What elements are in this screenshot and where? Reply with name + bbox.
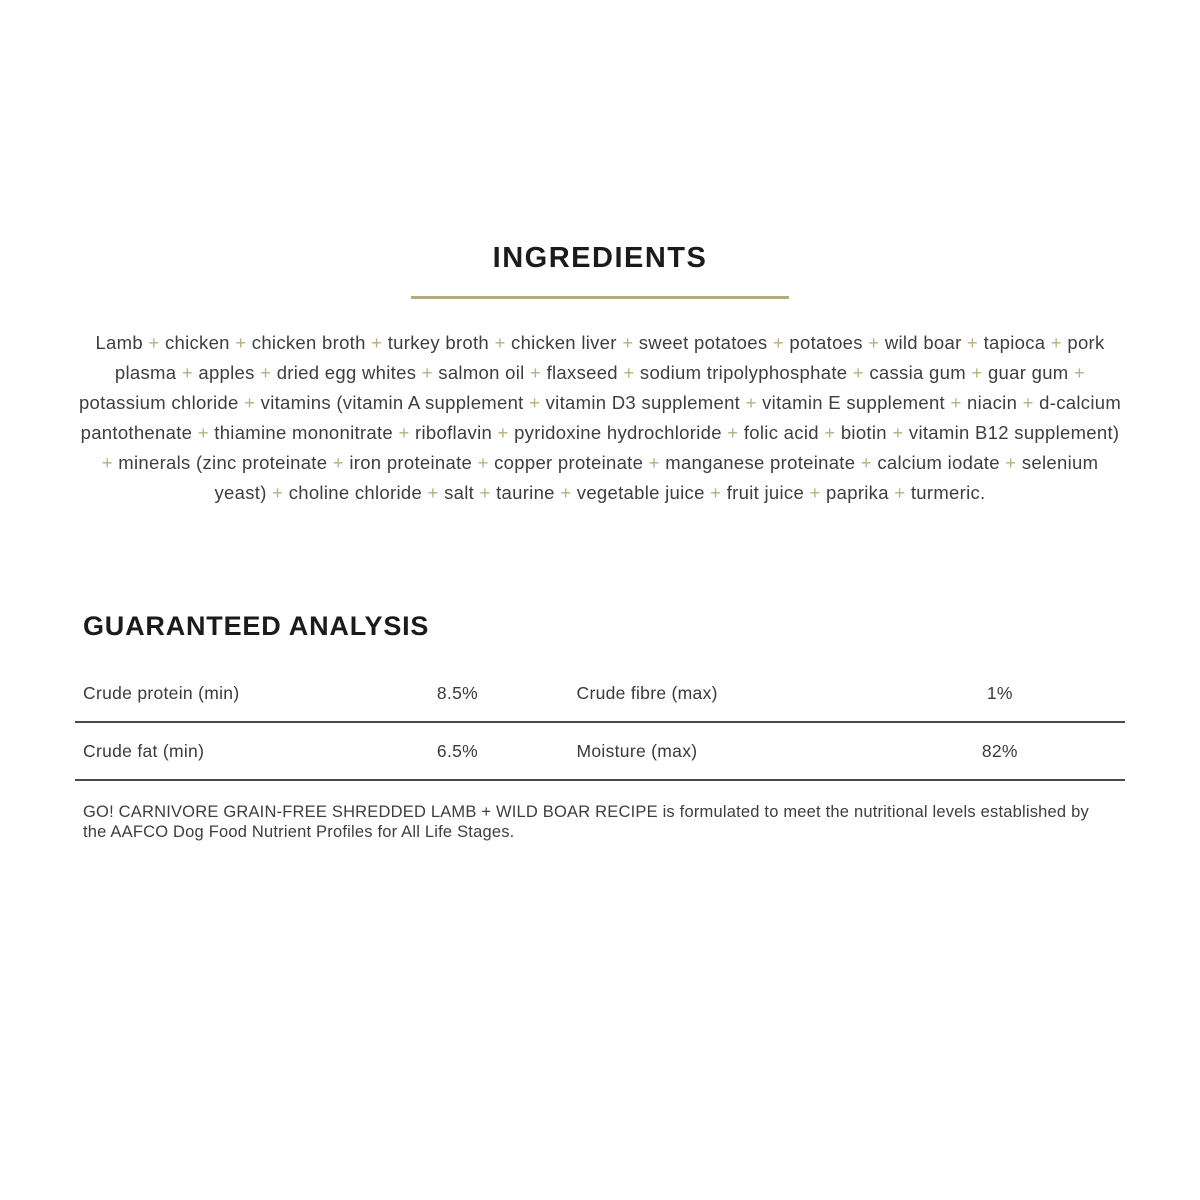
- plus-separator: +: [477, 452, 489, 473]
- guaranteed-analysis-section: [75, 611, 1125, 842]
- ingredient-item: salt: [444, 482, 475, 503]
- plus-separator: +: [967, 332, 979, 353]
- plus-separator: +: [427, 482, 439, 503]
- analysis-cell: [75, 683, 569, 704]
- ingredient-item: turmeric.: [910, 482, 986, 503]
- plus-separator: +: [530, 362, 542, 383]
- ingredient-item: flaxseed: [546, 362, 618, 383]
- plus-separator: +: [244, 392, 256, 413]
- plus-separator: +: [860, 452, 872, 473]
- ingredient-item: minerals (zinc proteinate: [118, 452, 328, 473]
- plus-separator: +: [197, 422, 209, 443]
- ingredients-title: INGREDIENTS: [492, 242, 708, 274]
- analysis-value: 6.5%: [436, 740, 479, 761]
- guaranteed-analysis-title: GUARANTEED ANALYSIS: [83, 611, 430, 641]
- ingredient-item: folic acid: [743, 422, 819, 443]
- ingredient-item: vitamin D3 supplement: [545, 392, 741, 413]
- ingredient-item: Lamb: [95, 332, 143, 353]
- plus-separator: +: [1073, 362, 1086, 383]
- ingredient-item: chicken: [164, 332, 230, 353]
- ingredient-item: dried egg whites: [276, 362, 417, 383]
- analysis-cell: [75, 741, 569, 762]
- plus-separator: +: [868, 332, 880, 353]
- plus-separator: +: [272, 482, 284, 503]
- ingredient-item: paprika: [826, 482, 889, 503]
- ingredient-item: biotin: [840, 422, 887, 443]
- plus-separator: +: [371, 332, 383, 353]
- analysis-label: Crude fibre (max): [576, 682, 718, 703]
- analysis-cell: [569, 683, 1126, 704]
- ingredient-item: selenium yeast): [214, 452, 1099, 503]
- analysis-label: Moisture (max): [576, 740, 698, 761]
- ingredient-item: potatoes: [789, 332, 863, 353]
- plus-separator: +: [971, 362, 983, 383]
- plus-separator: +: [235, 332, 247, 353]
- aafco-note: GO! CARNIVORE GRAIN-FREE SHREDDED LAMB + WILD BOAR RECIPE is formulated to meet the nutritional levels established by the AAFCO Dog Food Nutrient Profiles for All Life Stages.: [83, 803, 1089, 841]
- plus-separator: +: [772, 332, 784, 353]
- plus-separator: +: [529, 392, 541, 413]
- ingredient-item: thiamine mononitrate: [214, 422, 394, 443]
- plus-separator: +: [260, 362, 272, 383]
- title-underline-rule: [411, 296, 789, 299]
- plus-separator: +: [727, 422, 739, 443]
- plus-separator: +: [494, 332, 506, 353]
- ingredient-item: wild boar: [884, 332, 962, 353]
- ingredient-item: tapioca: [983, 332, 1046, 353]
- ingredient-item: copper proteinate: [494, 452, 644, 473]
- ingredient-item: vitamins (vitamin A supplement: [260, 392, 524, 413]
- plus-separator: +: [332, 452, 344, 473]
- analysis-value: 1%: [986, 682, 1013, 703]
- ingredient-item: guar gum: [987, 362, 1069, 383]
- analysis-label: Crude fat (min): [83, 740, 205, 761]
- plus-separator: +: [560, 482, 572, 503]
- plus-separator: +: [1005, 452, 1017, 473]
- analysis-label: Crude protein (min): [83, 682, 240, 703]
- ingredient-item: pyridoxine hydrochloride: [514, 422, 722, 443]
- plus-separator: +: [745, 392, 757, 413]
- ingredient-item: vitamin B12 supplement): [908, 422, 1120, 443]
- analysis-row: [75, 665, 1125, 723]
- plus-separator: +: [892, 422, 904, 443]
- ingredient-item: sweet potatoes: [638, 332, 768, 353]
- analysis-table: [75, 665, 1125, 781]
- plus-separator: +: [710, 482, 722, 503]
- ingredient-item: d-calcium pantothenate: [80, 392, 1122, 443]
- plus-separator: +: [894, 482, 906, 503]
- plus-separator: +: [398, 422, 410, 443]
- ingredient-item: sodium tripolyphosphate: [639, 362, 848, 383]
- ingredient-item: chicken broth: [251, 332, 366, 353]
- plus-separator: +: [809, 482, 821, 503]
- ingredients-section: [0, 0, 1200, 508]
- plus-separator: +: [622, 332, 634, 353]
- plus-separator: +: [852, 362, 864, 383]
- ingredient-item: manganese proteinate: [665, 452, 856, 473]
- plus-separator: +: [421, 362, 433, 383]
- plus-separator: +: [950, 392, 962, 413]
- plus-separator: +: [623, 362, 635, 383]
- plus-separator: +: [1022, 392, 1034, 413]
- ingredient-item: niacin: [967, 392, 1018, 413]
- plus-separator: +: [824, 422, 836, 443]
- ingredient-item: calcium iodate: [877, 452, 1000, 473]
- ingredient-item: turkey broth: [387, 332, 490, 353]
- analysis-row: [75, 723, 1125, 781]
- ingredient-item: apples: [198, 362, 255, 383]
- plus-separator: +: [648, 452, 660, 473]
- analysis-value: 82%: [981, 740, 1018, 761]
- ingredient-item: cassia gum: [869, 362, 966, 383]
- analysis-value: 8.5%: [436, 682, 479, 703]
- ingredient-item: potassium chloride: [78, 392, 239, 413]
- plus-separator: +: [181, 362, 193, 383]
- ingredient-item: vitamin E supplement: [762, 392, 945, 413]
- ingredient-item: vegetable juice: [576, 482, 705, 503]
- plus-separator: +: [1050, 332, 1062, 353]
- ingredient-item: chicken liver: [511, 332, 617, 353]
- plus-separator: +: [148, 332, 160, 353]
- ingredient-item: pork plasma: [114, 332, 1105, 383]
- plus-separator: +: [497, 422, 509, 443]
- plus-separator: +: [101, 452, 113, 473]
- ingredient-item: salmon oil: [438, 362, 525, 383]
- ingredient-item: choline chloride: [288, 482, 423, 503]
- ingredient-item: iron proteinate: [349, 452, 473, 473]
- ingredient-item: taurine: [496, 482, 555, 503]
- ingredients-list: [76, 328, 1124, 508]
- analysis-cell: [569, 741, 1126, 762]
- ingredient-item: fruit juice: [726, 482, 805, 503]
- ingredient-item: riboflavin: [415, 422, 493, 443]
- plus-separator: +: [479, 482, 491, 503]
